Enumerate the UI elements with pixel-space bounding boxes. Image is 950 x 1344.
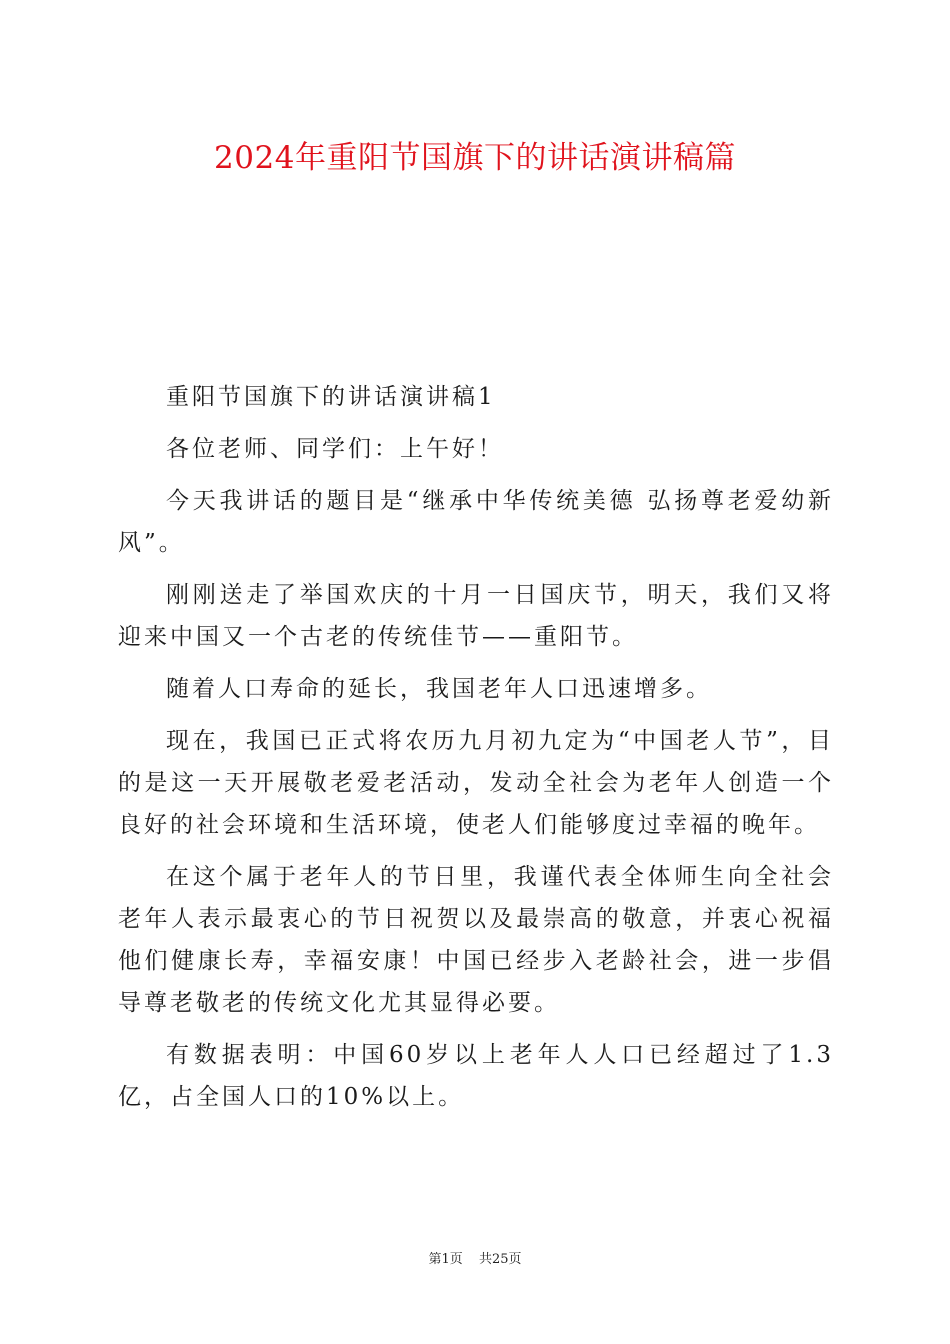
- page-number: 第1页: [428, 1252, 463, 1267]
- document-title: 2024年重阳节国旗下的讲话演讲稿篇: [214, 140, 736, 176]
- paragraph: 现在，我国已正式将农历九月初九定为“中国老人节”，目的是这一天开展敬老爱老活动，发动全社会为老年人创造一个良好的社会环境和生活环境，使老人们能够度过幸福的晚年。: [118, 728, 834, 838]
- paragraph: 刚刚送走了举国欢庆的十月一日国庆节，明天，我们又将迎来中国又一个古老的传统佳节——重阳节。: [118, 582, 834, 650]
- paragraph: 随着人口寿命的延长，我国老年人口迅速增多。: [166, 676, 712, 702]
- paragraph: 有数据表明：中国60岁以上老年人人口已经超过了1.3亿，占全国人口的10%以上。: [118, 1042, 834, 1110]
- paragraph-greeting: 各位老师、同学们：上午好！: [166, 436, 504, 462]
- page-total: 共25页: [478, 1252, 522, 1267]
- paragraph: 今天我讲话的题目是“继承中华传统美德 弘扬尊老爱幼新风”。: [118, 488, 834, 556]
- page-footer: [0, 1248, 950, 1267]
- paragraph: 在这个属于老年人的节日里，我谨代表全体师生向全社会老年人表示最衷心的节日祝贺以及最崇高的敬意，并衷心祝福他们健康长寿，幸福安康！中国已经步入老龄社会，进一步倡导尊老敬老的传统文化尤其显得必要。: [118, 864, 834, 1016]
- document-body: [118, 376, 834, 1128]
- paragraph-heading: 重阳节国旗下的讲话演讲稿1: [166, 384, 496, 410]
